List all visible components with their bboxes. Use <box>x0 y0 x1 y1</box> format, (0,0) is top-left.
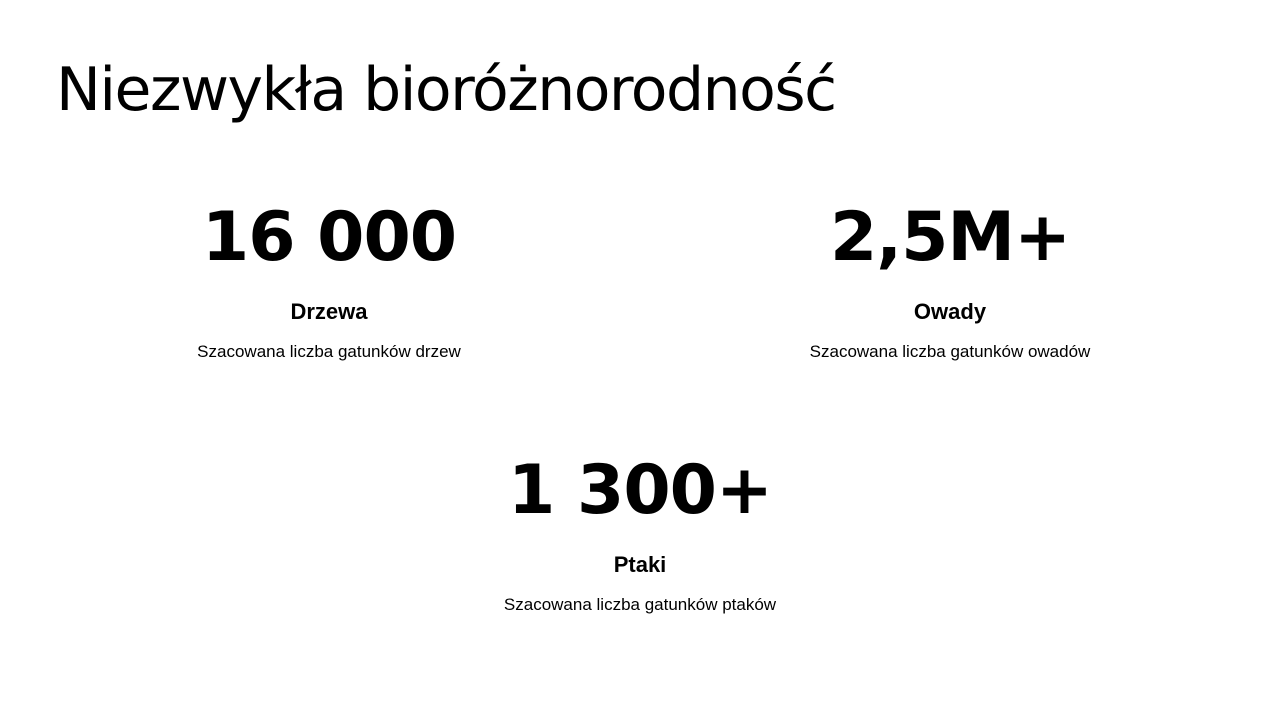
stat-label: Drzewa <box>290 299 368 324</box>
stat-value: 16 000 <box>201 198 457 277</box>
stat-description: Szacowana liczba gatunków ptaków <box>503 595 777 614</box>
stat-value: 1 300+ <box>508 451 772 530</box>
stat-description: Szacowana liczba gatunków drzew <box>197 342 461 361</box>
stat-description: Szacowana liczba gatunków owadów <box>809 342 1091 361</box>
stat-card-insects <box>690 198 1210 364</box>
slide-title: Niezwykła bioróżnorodność <box>56 55 836 125</box>
stat-card-birds <box>380 451 900 617</box>
stat-label: Owady <box>913 299 987 324</box>
stat-label: Ptaki <box>613 552 667 577</box>
stat-value: 2,5M+ <box>829 198 1071 277</box>
stat-card-trees <box>69 198 589 364</box>
